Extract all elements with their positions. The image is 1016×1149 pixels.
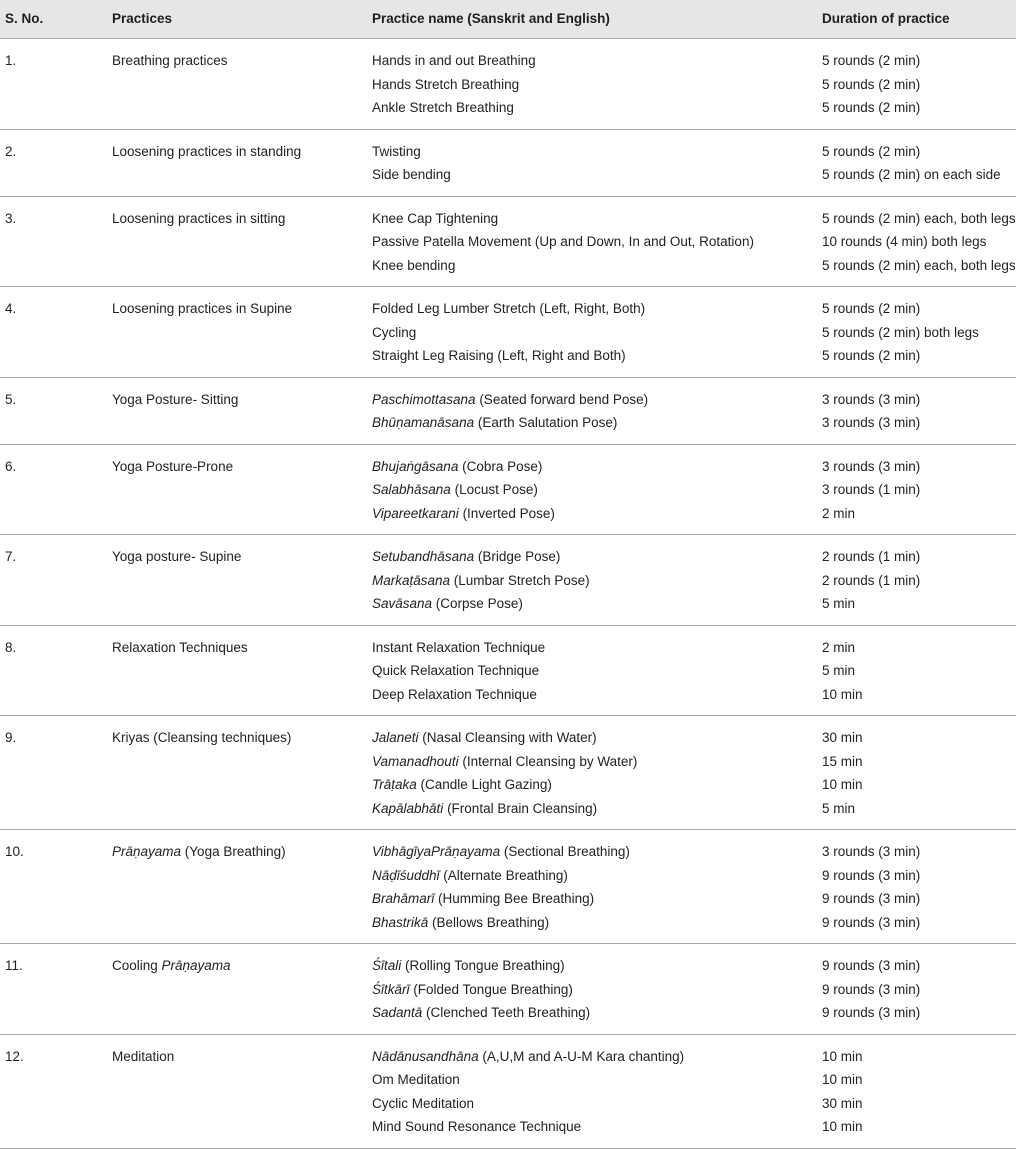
practice-duration: 3 rounds (3 min) — [822, 458, 921, 474]
practice-name: Bhastrikā (Bellows Breathing) — [372, 914, 550, 930]
row-practice-names — [372, 1045, 684, 1139]
practice-name: Sadantā (Clenched Teeth Breathing) — [372, 1005, 591, 1020]
practice-name: Deep Relaxation Technique — [372, 686, 537, 702]
table-row — [0, 1035, 1016, 1149]
practice-name: Passive Patella Movement (Up and Down, In and Out, Rotation) — [372, 234, 754, 249]
practice-name: Jalaneti (Nasal Cleansing with Water) — [372, 730, 597, 745]
table-row — [0, 445, 1016, 536]
header-sno: S. No. — [5, 11, 44, 26]
row-sno: 11. — [5, 958, 23, 973]
practice-name: Cyclic Meditation — [372, 1095, 475, 1111]
row-sno: 8. — [5, 639, 17, 655]
practice-name: Trāṭaka (Candle Light Gazing) — [372, 777, 552, 792]
table-row — [0, 830, 1016, 944]
practice-name: Twisting — [372, 143, 421, 159]
row-practice-names — [372, 207, 754, 278]
practice-name: VibhāgīyaPrāṇayama (Sectional Breathing) — [372, 844, 630, 859]
row-practice: Kriyas (Cleansing techniques) — [112, 730, 292, 745]
row-practice: Yoga Posture-Prone — [112, 458, 234, 474]
practice-duration: 5 rounds (2 min) each, both legs — [822, 257, 1016, 273]
practice-name: Bhūṇamanāsana (Earth Salutation Pose) — [372, 415, 618, 430]
practice-duration: 5 rounds (2 min) — [822, 53, 921, 68]
practice-duration: 9 rounds (3 min) — [822, 1005, 921, 1020]
row-durations — [822, 545, 920, 616]
row-practice: Loosening practices in sitting — [112, 210, 286, 226]
practice-duration: 10 min — [822, 1048, 863, 1064]
table-row — [0, 39, 1016, 130]
practice-duration: 5 rounds (2 min) each, both legs — [822, 210, 1016, 226]
row-durations — [822, 840, 920, 934]
practice-name: Salabhāsana (Locust Pose) — [372, 482, 538, 497]
row-sno: 7. — [5, 549, 17, 564]
practice-name: Knee Cap Tightening — [372, 210, 499, 226]
row-practice-names — [372, 388, 648, 435]
practice-duration: 10 min — [822, 1119, 863, 1134]
table-row — [0, 378, 1016, 445]
row-practice: Prāṇayama (Yoga Breathing) — [112, 844, 286, 859]
practice-duration: 5 rounds (2 min) — [822, 301, 921, 316]
practice-name: Śītali (Rolling Tongue Breathing) — [372, 958, 565, 973]
practice-name: Cycling — [372, 324, 417, 340]
practice-name: Śītkārī (Folded Tongue Breathing) — [372, 981, 573, 997]
practice-name: Paschimottasana (Seated forward bend Pose) — [372, 391, 649, 407]
practice-duration: 30 min — [822, 730, 863, 745]
table-row — [0, 944, 1016, 1035]
row-sno: 10. — [5, 844, 24, 859]
practice-duration: 3 rounds (3 min) — [822, 415, 921, 430]
row-practice-names — [372, 954, 590, 1025]
row-durations — [822, 49, 920, 120]
row-sno: 1. — [5, 53, 17, 68]
practice-duration: 5 rounds (2 min) on each side — [822, 167, 1001, 182]
practice-duration: 2 rounds (1 min) — [822, 572, 921, 588]
practice-name: Kapālabhāti (Frontal Brain Cleansing) — [372, 800, 598, 816]
practice-duration: 10 min — [822, 777, 863, 792]
row-practice-names — [372, 455, 555, 526]
practice-duration: 10 rounds (4 min) both legs — [822, 234, 987, 249]
practice-name: Brahāmarī (Humming Bee Breathing) — [372, 891, 595, 906]
practice-name: Instant Relaxation Technique — [372, 639, 546, 655]
practice-duration: 9 rounds (3 min) — [822, 958, 921, 973]
practice-duration: 9 rounds (3 min) — [822, 867, 921, 883]
row-practice-names — [372, 49, 536, 120]
row-practice-names — [372, 840, 630, 934]
row-practice: Loosening practices in standing — [112, 143, 302, 159]
practice-name: Hands in and out Breathing — [372, 53, 536, 68]
practice-duration: 3 rounds (3 min) — [822, 391, 921, 407]
practice-duration: 15 min — [822, 753, 863, 769]
practice-duration: 5 rounds (2 min) — [822, 100, 921, 115]
row-practice-names — [372, 545, 590, 616]
practice-name: Nāḍīśuddhī (Alternate Breathing) — [372, 867, 568, 883]
table-row — [0, 535, 1016, 626]
practice-duration: 5 min — [822, 800, 856, 816]
practice-name: Setubandhāsana (Bridge Pose) — [372, 549, 561, 564]
row-durations — [822, 1045, 863, 1139]
header-duration: Duration of practice — [822, 11, 950, 26]
practice-duration: 5 rounds (2 min) both legs — [822, 324, 979, 340]
practice-name: Bhujaṅgāsana (Cobra Pose) — [372, 458, 543, 474]
practice-duration: 9 rounds (3 min) — [822, 914, 921, 930]
row-practice: Yoga Posture- Sitting — [112, 391, 239, 407]
row-durations — [822, 954, 920, 1025]
practice-name: Side bending — [372, 167, 451, 182]
practice-duration: 5 min — [822, 596, 856, 611]
practice-name: Savāsana (Corpse Pose) — [372, 596, 523, 611]
header-practice-name: Practice name (Sanskrit and English) — [372, 11, 610, 26]
practice-duration: 3 rounds (1 min) — [822, 482, 921, 497]
table-body — [0, 39, 1016, 1149]
practice-name: Vipareetkarani (Inverted Pose) — [372, 505, 555, 521]
row-practice: Yoga posture- Supine — [112, 549, 242, 564]
row-sno: 4. — [5, 301, 17, 316]
practice-name: Knee bending — [372, 257, 456, 273]
row-practice: Breathing practices — [112, 53, 228, 68]
row-durations — [822, 455, 920, 526]
practice-duration: 30 min — [822, 1095, 863, 1111]
practice-name: Vamanadhouti (Internal Cleansing by Water) — [372, 753, 638, 769]
practice-name: Mind Sound Resonance Technique — [372, 1119, 582, 1134]
practice-duration: 3 rounds (3 min) — [822, 844, 921, 859]
row-sno: 2. — [5, 143, 17, 159]
row-durations — [822, 207, 1016, 278]
row-durations — [822, 140, 1001, 187]
table-row — [0, 716, 1016, 830]
practice-duration: 5 min — [822, 663, 856, 678]
row-practice: Meditation — [112, 1048, 175, 1064]
table-row — [0, 197, 1016, 288]
table-row — [0, 626, 1016, 717]
row-durations — [822, 726, 863, 820]
table-row — [0, 287, 1016, 378]
practice-duration: 10 min — [822, 686, 863, 702]
row-practice-names — [372, 636, 545, 707]
row-sno: 6. — [5, 458, 17, 474]
row-practice: Loosening practices in Supine — [112, 301, 293, 316]
practice-name: Markaṭāsana (Lumbar Stretch Pose) — [372, 572, 590, 588]
practice-name: Om Meditation — [372, 1072, 460, 1087]
row-sno: 5. — [5, 391, 17, 407]
practice-name: Nādānusandhāna (A,U,M and A-U-M Kara chanting) — [372, 1048, 685, 1064]
row-durations — [822, 388, 920, 435]
row-durations — [822, 636, 863, 707]
row-practice-names — [372, 297, 645, 368]
row-durations — [822, 297, 979, 368]
practice-duration: 5 rounds (2 min) — [822, 76, 921, 92]
practice-duration: 9 rounds (3 min) — [822, 981, 921, 997]
practice-duration: 10 min — [822, 1072, 863, 1087]
practice-duration: 9 rounds (3 min) — [822, 891, 921, 906]
row-practice-names — [372, 726, 637, 820]
practice-name: Hands Stretch Breathing — [372, 76, 520, 92]
table-row — [0, 130, 1016, 197]
practice-name: Folded Leg Lumber Stretch (Left, Right, Both) — [372, 301, 646, 316]
row-sno: 12. — [5, 1048, 24, 1064]
row-practice: Cooling Prāṇayama — [112, 958, 231, 973]
practice-name: Straight Leg Raising (Left, Right and Both) — [372, 348, 626, 363]
practice-duration: 2 min — [822, 505, 856, 521]
practice-name: Ankle Stretch Breathing — [372, 100, 514, 115]
header-practices: Practices — [112, 11, 173, 26]
practice-duration: 5 rounds (2 min) — [822, 348, 921, 363]
row-sno: 9. — [5, 730, 17, 745]
row-practice-names — [372, 140, 451, 187]
practice-name: Quick Relaxation Technique — [372, 663, 540, 678]
practice-duration: 2 min — [822, 639, 856, 655]
row-sno: 3. — [5, 210, 17, 226]
practice-duration: 5 rounds (2 min) — [822, 143, 921, 159]
row-practice: Relaxation Techniques — [112, 639, 248, 655]
table-header — [0, 0, 1016, 39]
practice-duration: 2 rounds (1 min) — [822, 549, 921, 564]
